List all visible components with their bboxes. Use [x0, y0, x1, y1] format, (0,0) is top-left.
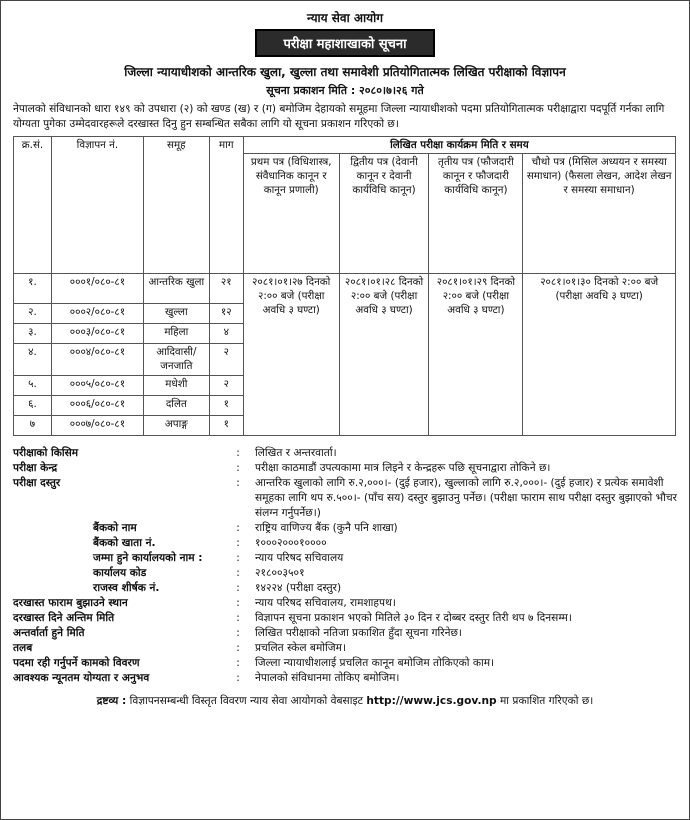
- header-demand: माग: [209, 137, 243, 274]
- row-demand: २१: [209, 274, 243, 304]
- intro-paragraph: नेपालको संविधानको धारा १४९ को उपधारा (२) को खण्ड (ख) र (ग) बमोजिम देहायको समूहमा जिल्ला न्यायाधीशको पदमा प्रतियोगितात्मक परीक्षाद्वारा पदपूर्ति गर्नका लागि योग्यता पुगेका उम्मेदवारहरूले दरखास्त दिनु हुन सम्बन्धित सबैका लागि यो सूचना प्रकाशन गरिएको छ।: [13, 103, 665, 130]
- row-sn: ४.: [14, 344, 52, 376]
- info-colon: :: [236, 657, 240, 669]
- row-adno: ०००२/०८०-८१: [51, 304, 143, 324]
- info-row: [13, 446, 677, 461]
- info-colon: :: [236, 567, 240, 579]
- info-label: परीक्षा केन्द्र: [13, 462, 58, 474]
- organization-name: न्याय सेवा आयोग: [307, 11, 383, 25]
- row-sn: ६.: [14, 396, 52, 416]
- row-group: आन्तरिक खुला: [143, 274, 209, 304]
- info-row: [13, 461, 677, 476]
- info-list: [13, 446, 677, 686]
- info-colon: :: [236, 672, 240, 684]
- row-sn: ५.: [14, 376, 52, 396]
- info-label: जम्मा हुने कार्यालयको नाम :: [93, 552, 203, 564]
- row-demand: २: [209, 376, 243, 396]
- table-row: [14, 274, 676, 304]
- footnote-text: विज्ञापनसम्बन्धी विस्तृत विवरण न्याय सेवा आयोगको वेबसाइट: [129, 695, 363, 707]
- row-group: दलित: [143, 396, 209, 416]
- footnote-suffix: मा प्रकाशित गरिएको छ।: [499, 695, 594, 707]
- info-row: [13, 521, 677, 536]
- info-value: १४२२४ (परीक्षा दस्तुर): [255, 582, 342, 594]
- website-link[interactable]: http://www.jcs.gov.np: [366, 695, 497, 707]
- info-value: जिल्ला न्यायाधीशलाई प्रचलित कानून बमोजिम तोकिएको काम।: [255, 657, 495, 669]
- banner-wrap: [1, 29, 689, 57]
- row-adno: ०००१/०८०-८१: [51, 274, 143, 304]
- info-value: १०००२०००१००००: [255, 537, 327, 549]
- info-value: न्याय परिषद सचिवालय: [255, 552, 344, 564]
- schedule-paper-1: २०८१।०१।२७ दिनको २:०० बजे (परीक्षा अवधि ३ घण्टा): [243, 274, 339, 436]
- info-row: [13, 566, 677, 581]
- paper-3-header: तृतीय पत्र (फौजदारी कानून र फौजदारी कार्यविधि कानून): [429, 154, 523, 274]
- info-colon: :: [236, 552, 240, 564]
- row-demand: १: [209, 396, 243, 416]
- info-row: [13, 626, 677, 641]
- row-sn: ३.: [14, 324, 52, 344]
- info-label: बैंकको नाम: [93, 522, 137, 534]
- info-row: [13, 656, 677, 671]
- info-label: कार्यालय कोड: [93, 567, 147, 579]
- schedule-paper-4: २०८१।०१।३० दिनको २:०० बजे (परीक्षा अवधि ३ घण्टा): [523, 274, 676, 436]
- info-row: [13, 476, 677, 521]
- header-schedule: लिखित परीक्षा कार्यक्रम मिति र समय: [243, 137, 675, 154]
- row-adno: ०००५/०८०-८१: [51, 376, 143, 396]
- info-label: दरखास्त दिने अन्तिम मिति: [13, 612, 115, 624]
- exam-schedule-table: [13, 136, 676, 436]
- info-label: दरखास्त फाराम बुझाउने स्थान: [13, 597, 128, 609]
- row-adno: ०००४/०८०-८१: [51, 344, 143, 376]
- info-label: आवश्यक न्यूनतम योग्यता र अनुभव: [13, 672, 150, 684]
- row-sn: १.: [14, 274, 52, 304]
- schedule-paper-2: २०८१।०१।२८ दिनको २:०० बजे (परीक्षा अवधि ३ घण्टा): [339, 274, 429, 436]
- row-group: अपाङ्ग: [143, 416, 209, 436]
- row-group: मधेशी: [143, 376, 209, 396]
- paper-2-header: द्वितीय पत्र (देवानी कानून र देवानी कार्यविधि कानून): [339, 154, 429, 274]
- info-value: विज्ञापन सूचना प्रकाशन भएको मितिले ३० दिन र दोब्बर दस्तुर तिरी थप ७ दिनसम्म।: [255, 612, 572, 624]
- info-colon: :: [236, 447, 240, 459]
- row-demand: १२: [209, 304, 243, 324]
- info-colon: :: [236, 477, 240, 489]
- header-sn: क्र.सं.: [14, 137, 52, 274]
- info-colon: :: [236, 627, 240, 639]
- info-colon: :: [236, 642, 240, 654]
- footnote-prefix: द्रष्टव्य :: [96, 695, 127, 707]
- info-colon: :: [236, 537, 240, 549]
- info-value: लिखित र अन्तरवार्ता।: [255, 447, 337, 459]
- info-value: प्रचलित स्केल बमोजिम।: [255, 642, 346, 654]
- publication-date: सूचना प्रकाशन मिति : २०८०।७।२६ गते: [266, 84, 424, 97]
- row-adno: ०००६/०८०-८१: [51, 396, 143, 416]
- info-value: लिखित परीक्षाको नतिजा प्रकाशित हुँदा सूचना गरिनेछ।: [255, 627, 462, 639]
- info-label: राजस्व शीर्षक नं.: [93, 582, 160, 594]
- paper-4-header: चौथो पत्र (मिसिल अध्ययन र समस्या समाधान) (फैसला लेखन, आदेश लेखन र समस्या समाधान): [523, 154, 676, 274]
- info-value: राष्ट्रिय वाणिज्य बैंक (कुनै पनि शाखा): [255, 522, 398, 534]
- info-row: [13, 611, 677, 626]
- row-group: खुल्ला: [143, 304, 209, 324]
- info-label: परीक्षाको किसिम: [13, 447, 79, 459]
- schedule-paper-3: २०८१।०१।२९ दिनको २:०० बजे (परीक्षा अवधि ३ घण्टा): [429, 274, 523, 436]
- info-value: नेपालको संविधानमा तोकिए बमोजिम।: [255, 672, 400, 684]
- row-adno: ०००७/०८०-८१: [51, 416, 143, 436]
- info-label: परीक्षा दस्तुर: [13, 477, 61, 489]
- info-colon: :: [236, 612, 240, 624]
- info-label: अन्तर्वार्ता हुने मिति: [13, 627, 85, 639]
- info-label: पदमा रही गर्नुपर्ने कामको विवरण: [13, 657, 140, 669]
- row-sn: ७: [14, 416, 52, 436]
- info-row: [13, 641, 677, 656]
- footnote: [1, 694, 689, 708]
- info-value: आन्तरिक खुलाको लागि रु.२,०००।- (दुई हजार), खुल्लाको लागि रु.२,०००।- (दुई हजार) र प्रत्येक समावेशी समूहका लागि थप रु.५००।- (पाँच सय) दस्तुर बुझाउनु पर्नेछ। (परीक्षा फाराम साथ परीक्षा दस्तुर बुझाएको भौचर संलग्न गर्नुपर्नेछ।): [255, 477, 677, 519]
- info-row: [13, 671, 677, 686]
- info-colon: :: [236, 462, 240, 474]
- row-demand: १: [209, 416, 243, 436]
- info-colon: :: [236, 522, 240, 534]
- info-label: बैंकको खाता नं.: [93, 537, 156, 549]
- info-value: २१८००३५०१: [255, 567, 305, 579]
- header-group: समूह: [143, 137, 209, 274]
- info-row: [13, 551, 677, 566]
- row-group: आदिवासी/ जनजाति: [143, 344, 209, 376]
- notice-headline: जिल्ला न्यायाधीशको आन्तरिक खुला, खुल्ला तथा समावेशी प्रतियोगितात्मक लिखित परीक्षाको विज्ञापन: [124, 65, 566, 79]
- info-colon: :: [236, 582, 240, 594]
- header-adno: विज्ञापन नं.: [51, 137, 143, 274]
- row-adno: ०००३/०८०-८१: [51, 324, 143, 344]
- row-demand: २: [209, 344, 243, 376]
- info-colon: :: [236, 597, 240, 609]
- info-row: [13, 536, 677, 551]
- paper-1-header: प्रथम पत्र (विधिशास्त्र, संवैधानिक कानून र कानून प्रणाली): [243, 154, 339, 274]
- row-sn: २.: [14, 304, 52, 324]
- row-demand: ४: [209, 324, 243, 344]
- info-label: तलब: [13, 642, 33, 654]
- info-value: न्याय परिषद सचिवालय, रामशाहपथ।: [255, 597, 396, 609]
- info-row: [13, 581, 677, 596]
- info-row: [13, 596, 677, 611]
- notice-banner: परीक्षा महाशाखाको सूचना: [255, 29, 434, 57]
- info-value: परीक्षा काठमाडौं उपत्यकामा मात्र लिइने र केन्द्रहरू पछि सूचनाद्वारा तोकिने छ।: [255, 462, 551, 474]
- row-group: महिला: [143, 324, 209, 344]
